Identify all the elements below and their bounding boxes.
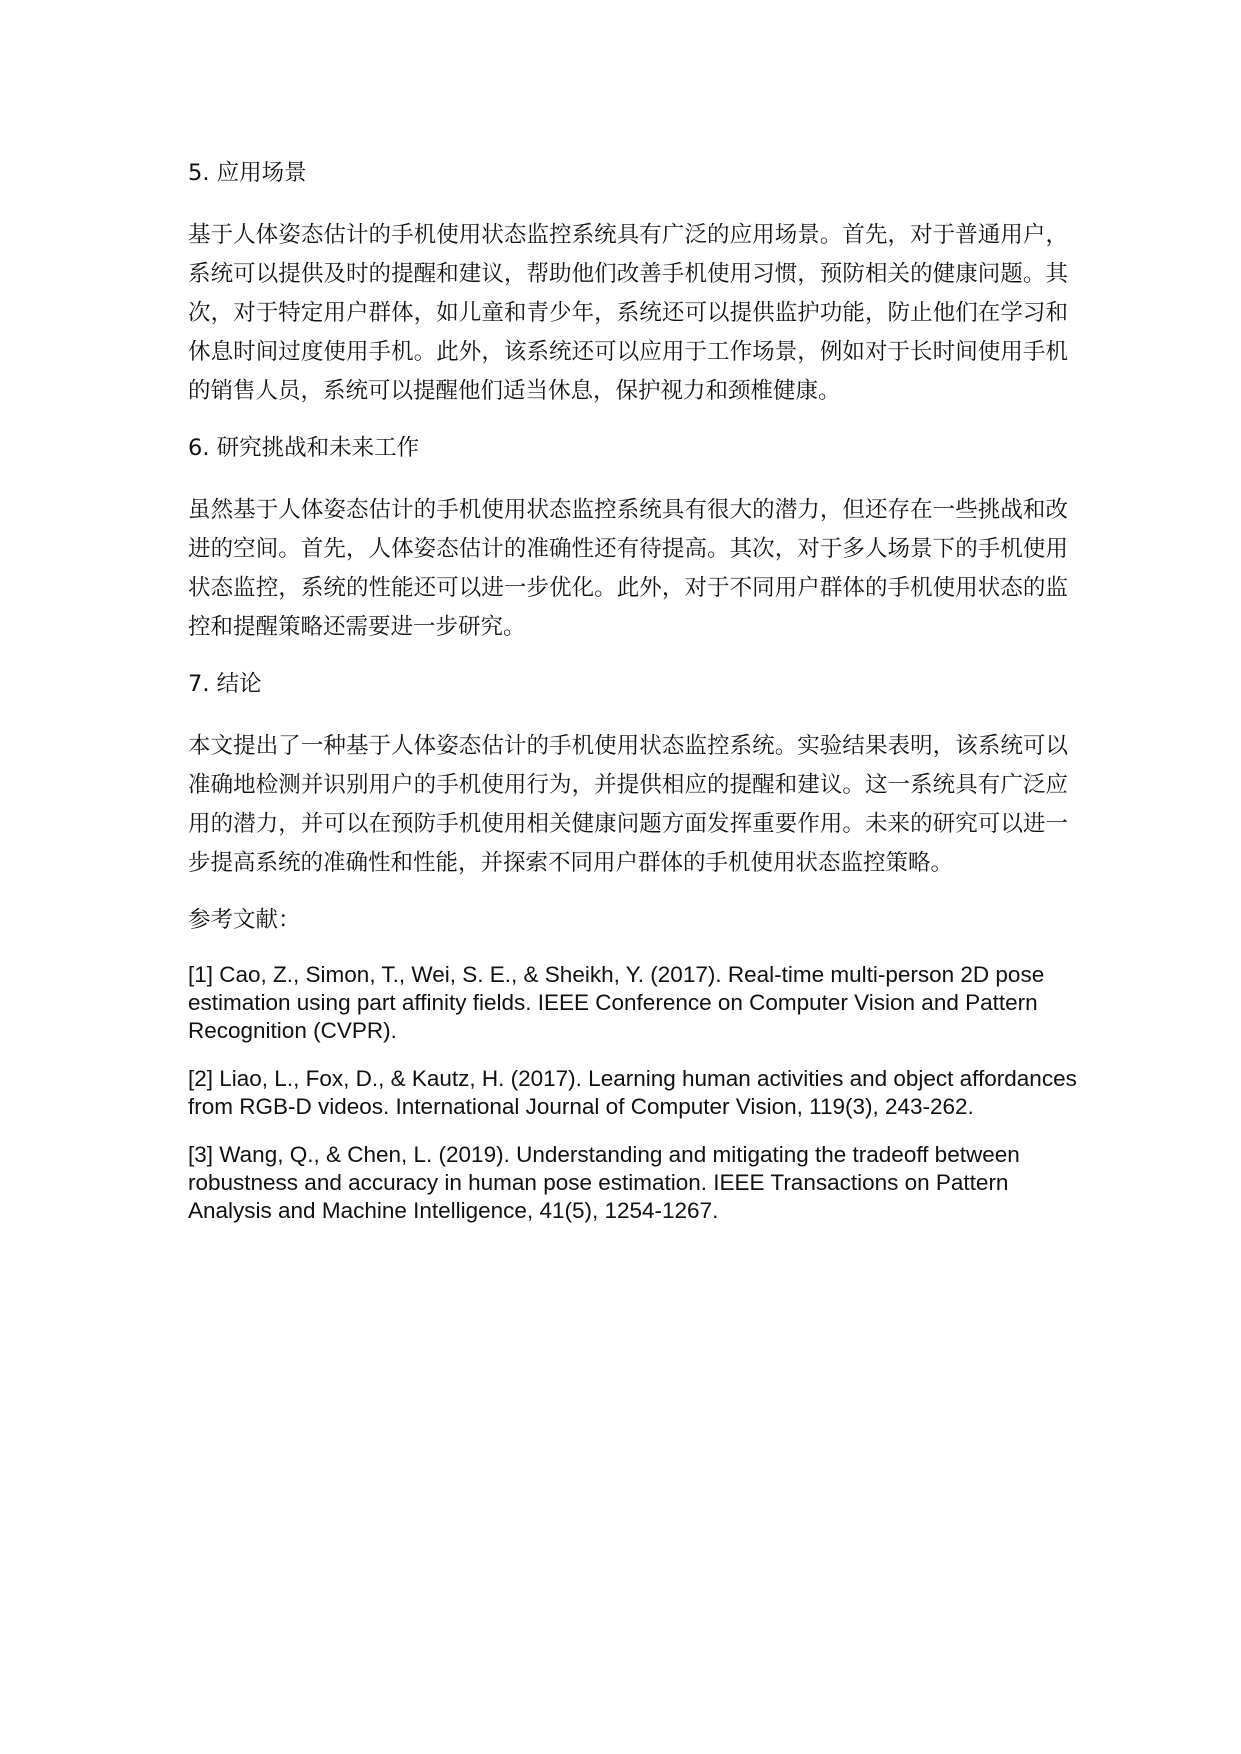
section-application-scenarios — [188, 158, 1068, 411]
section-conclusion — [188, 669, 1068, 883]
reference-item: [3] Wang, Q., & Chen, L. (2019). Understanding and mitigating the tradeoff between robustness and accuracy in human pose estimation. IEEE Transactions on Pattern Analysis and Machine Intelligence, 41(5), 1254-1267. — [188, 1142, 1020, 1223]
reference-item: [2] Liao, L., Fox, D., & Kautz, H. (2017). Learning human activities and object affordances from RGB-D videos. International Journal of Computer Vision, 119(3), 243-262. — [188, 1066, 1077, 1119]
section-paragraph: 基于人体姿态估计的手机使用状态监控系统具有广泛的应用场景。首先，对于普通用户，系统可以提供及时的提醒和建议，帮助他们改善手机使用习惯，预防相关的健康问题。其次，对于特定用户群体，如儿童和青少年，系统还可以提供监护功能，防止他们在学习和休息时间过度使用手机。此外，该系统还可以应用于工作场景，例如对于长时间使用手机的销售人员，系统可以提醒他们适当休息，保护视力和颈椎健康。 — [188, 222, 1068, 404]
reference-item: [1] Cao, Z., Simon, T., Wei, S. E., & Sheikh, Y. (2017). Real-time multi-person 2D pose estimation using part affinity fields. IEEE Conference on Computer Vision and Pattern Recognition (CVPR). — [188, 962, 1045, 1043]
section-challenges-future-work — [188, 433, 1068, 647]
section-paragraph: 虽然基于人体姿态估计的手机使用状态监控系统具有很大的潜力，但还存在一些挑战和改进的空间。首先，人体姿态估计的准确性还有待提高。其次，对于多人场景下的手机使用状态监控，系统的性能还可以进一步优化。此外，对于不同用户群体的手机使用状态的监控和提醒策略还需要进一步研究。 — [188, 497, 1068, 640]
section-heading: 5. 应用场景 — [188, 160, 307, 186]
section-heading: 6. 研究挑战和未来工作 — [188, 435, 420, 461]
references-section — [188, 905, 1077, 1225]
section-paragraph: 本文提出了一种基于人体姿态估计的手机使用状态监控系统。实验结果表明，该系统可以准确地检测并识别用户的手机使用行为，并提供相应的提醒和建议。这一系统具有广泛应用的潜力，并可以在预防手机使用相关健康问题方面发挥重要作用。未来的研究可以进一步提高系统的准确性和性能，并探索不同用户群体的手机使用状态监控策略。 — [188, 733, 1068, 876]
references-title: 参考文献： — [188, 907, 301, 933]
page-content — [188, 158, 1077, 1245]
section-heading: 7. 结论 — [188, 671, 262, 697]
